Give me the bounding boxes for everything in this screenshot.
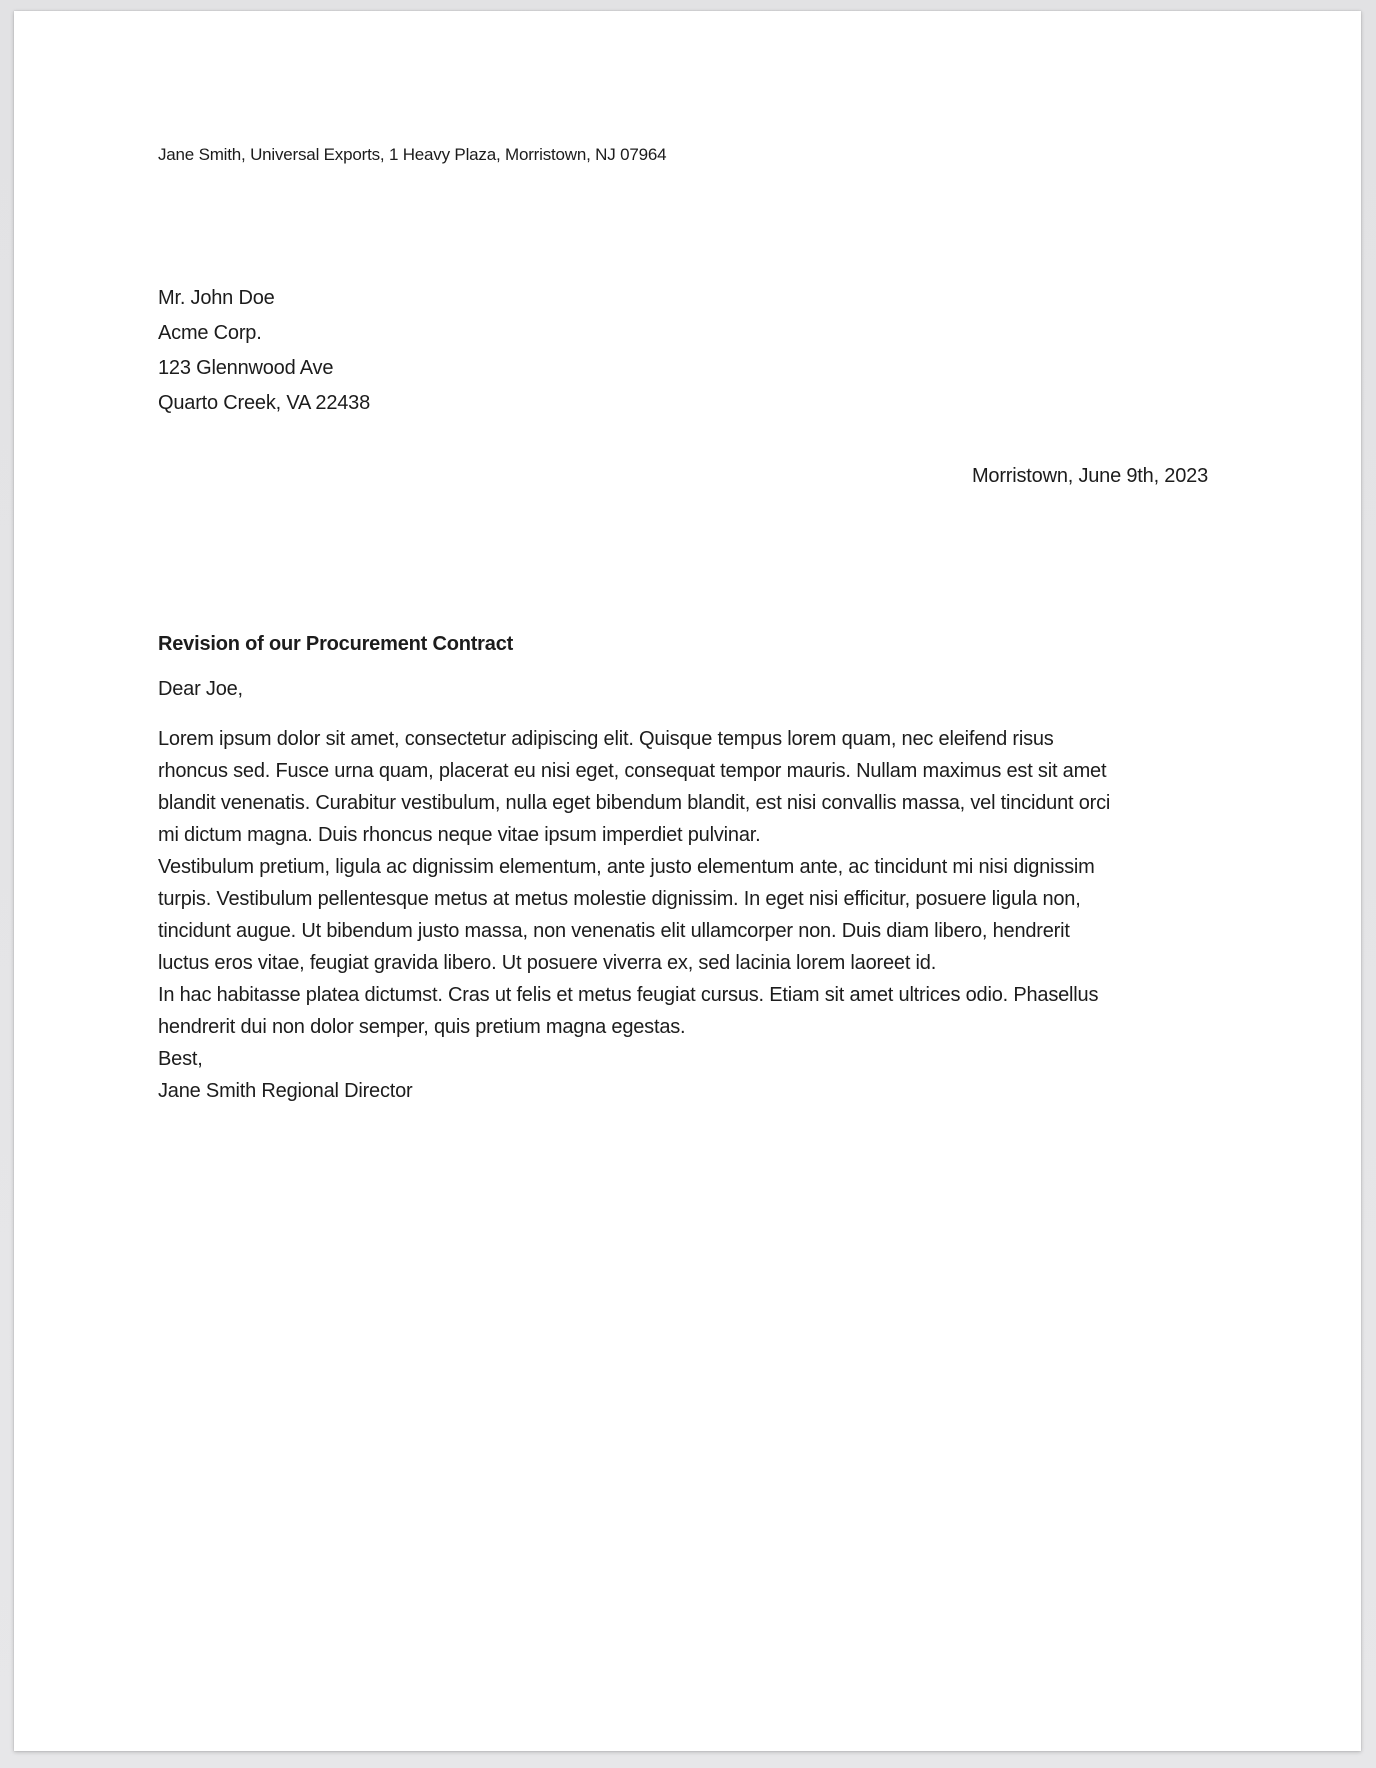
recipient-street: 123 Glennwood Ave [158,357,334,379]
body-paragraph: Lorem ipsum dolor sit amet, consectetur adipiscing elit. Quisque tempus lorem quam, nec eleifend risus rhoncus sed. Fusce urna quam, placerat eu nisi eget, consequat tempor mauris. Nullam maximus est sit amet blandit venenatis. Curabitur vestibulum, nulla eget bibendum blandit, est nisi convallis massa, vel tincidunt orci mi dictum magna. Duis rhoncus neque vitae ipsum imperdiet pulvinar. [158,728,1111,846]
body-paragraph: Vestibulum pretium, ligula ac dignissim elementum, ante justo elementum ante, ac tincidunt mi nisi dignissim turpis. Vestibulum pellentesque metus at metus molestie dignissim. In eget nisi efficitur, posuere ligula non, tincidunt augue. Ut bibendum justo massa, non venenatis elit ullamcorper non. Duis diam libero, hendrerit luctus eros vitae, feugiat gravida libero. Ut posuere viverra ex, sed lacinia lorem laoreet id. [158,856,1095,974]
date-line: Morristown, June 9th, 2023 [971,465,1208,487]
closing: Best, [158,1048,203,1070]
sender-line: Jane Smith, Universal Exports, 1 Heavy Plaza, Morristown, NJ 07964 [158,145,667,164]
recipient-company: Acme Corp. [158,322,262,344]
recipient-address [158,281,370,421]
body-paragraph: In hac habitasse platea dictumst. Cras ut felis et metus feugiat cursus. Etiam sit amet ultrices odio. Phasellus hendrerit dui non dolor semper, quis pretium magna egestas. [158,984,1099,1038]
letter-content [158,11,1208,1751]
salutation: Dear Joe, [158,678,243,700]
subject-line: Revision of our Procurement Contract [158,633,514,655]
recipient-name: Mr. John Doe [158,287,275,309]
letter-page [14,11,1361,1751]
signature-line: Jane Smith Regional Director [158,1080,413,1102]
letter-body [158,723,1118,1107]
recipient-city: Quarto Creek, VA 22438 [158,392,371,414]
